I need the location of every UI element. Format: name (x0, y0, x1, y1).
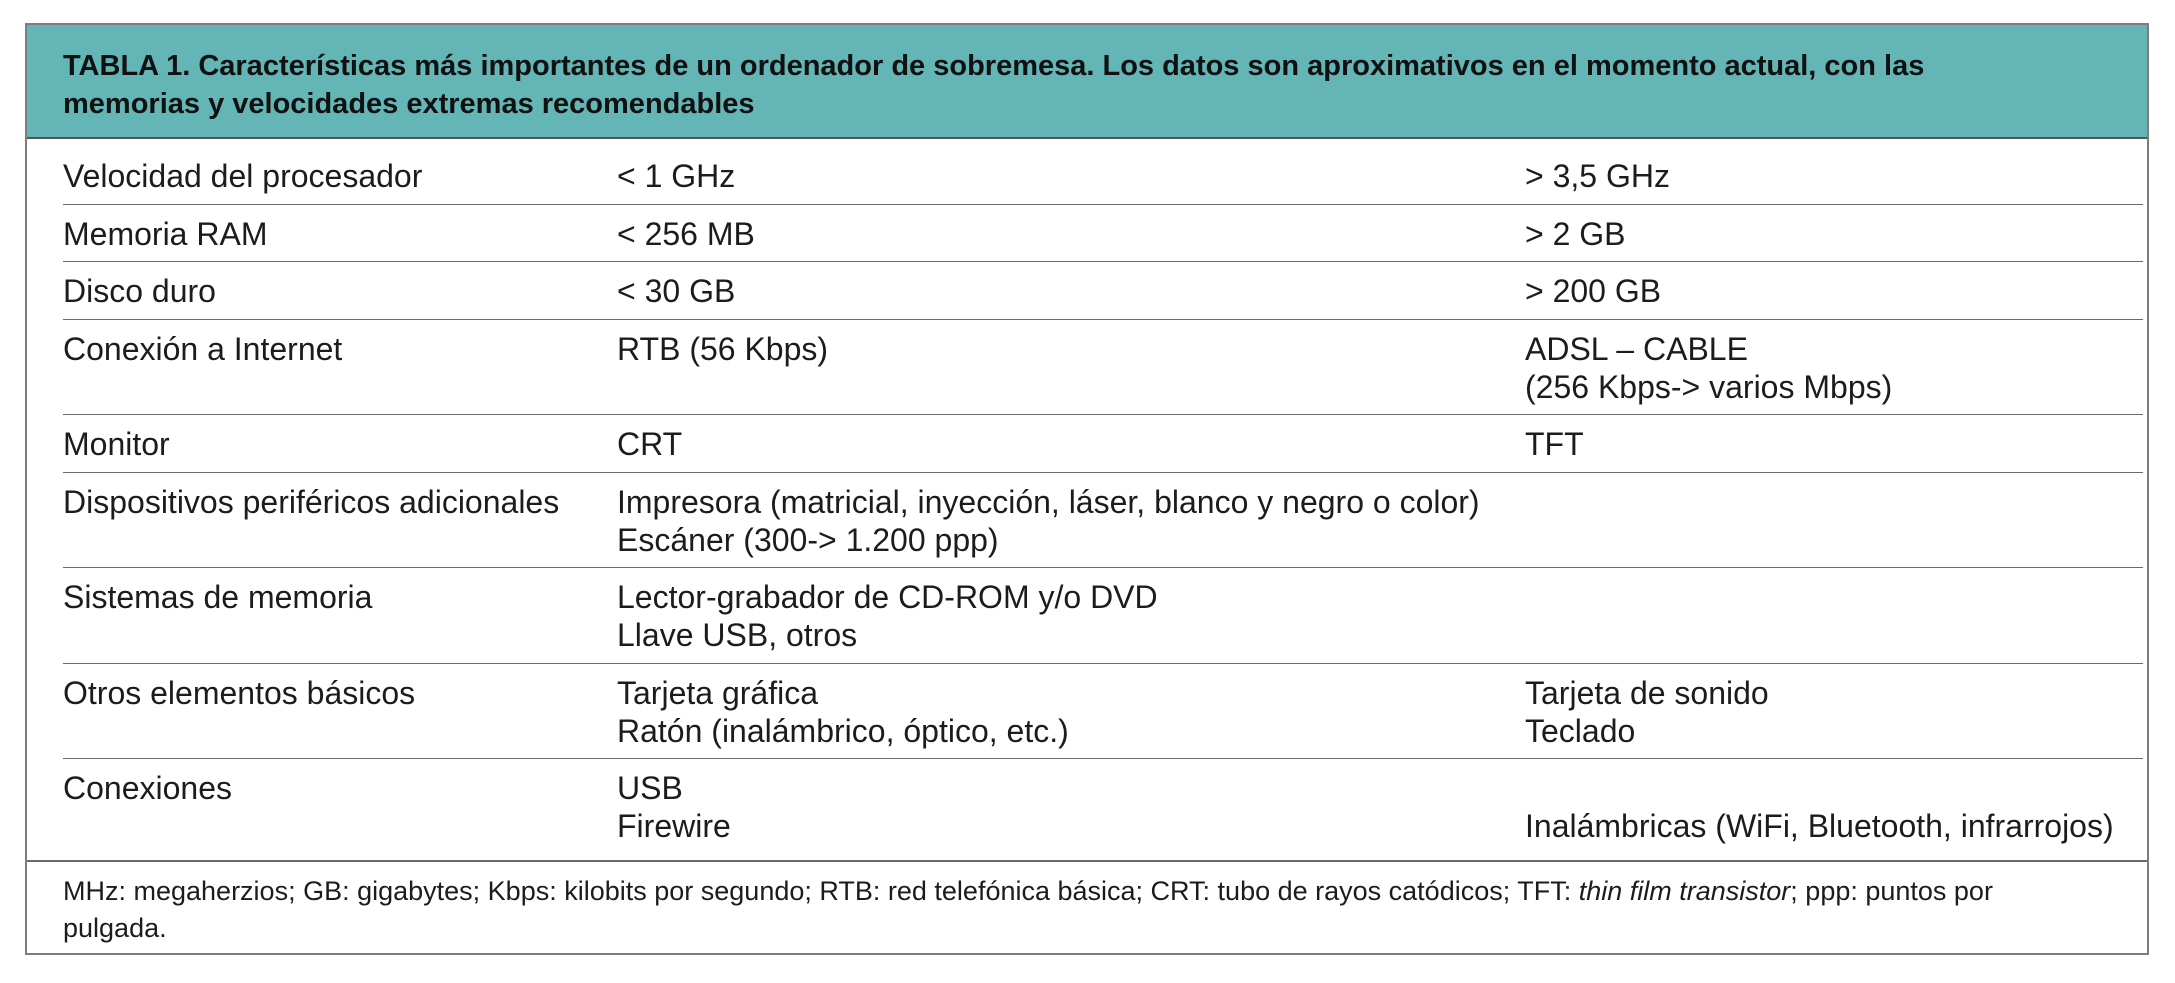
row-value-low (617, 769, 731, 845)
row-value-low-line: Ratón (inalámbrico, óptico, etc.) (617, 712, 1069, 749)
row-value-high (1525, 157, 1670, 195)
row-value-low-line: USB (617, 770, 683, 806)
row-label: Sistemas de memoria (63, 579, 373, 615)
table-caption (27, 25, 2147, 137)
row-value-high-line: Inalámbricas (WiFi, Bluetooth, infrarrojos) (1525, 808, 2114, 844)
row-value-low-line: Lector-grabador de CD-ROM y/o DVD (617, 579, 1158, 615)
table-row (63, 664, 2143, 760)
table-row (63, 147, 2143, 205)
row-value-high-line: ADSL – CABLE (1525, 330, 1748, 367)
row-value-low (617, 425, 682, 463)
table-body (63, 158, 2143, 855)
footnote-text-2: ; ppp: puntos por (1790, 876, 1993, 906)
row-value-low-line: Firewire (617, 808, 731, 844)
row-value-low (617, 674, 1069, 750)
row-label: Monitor (63, 426, 170, 462)
caption-line-1: TABLA 1. Características más importantes de un ordenador de sobremesa. Los datos son aproximativos en el momento actual, con las (63, 50, 1925, 82)
table-row (63, 473, 2143, 569)
row-label: Velocidad del procesador (63, 158, 423, 194)
row-value-low (617, 578, 1158, 654)
row-value-low (617, 330, 828, 368)
table-row (63, 759, 2143, 855)
row-value-high-line: (256 Kbps-> varios Mbps) (1525, 368, 1893, 405)
row-value-low-line: < 256 MB (617, 215, 755, 252)
row-value-high (1525, 769, 2114, 845)
row-value-low-line: Escáner (300-> 1.200 ppp) (617, 521, 999, 558)
row-value-low (617, 215, 755, 253)
row-label: Otros elementos básicos (63, 674, 416, 711)
row-value-low (617, 157, 735, 195)
row-value-low-line: Llave USB, otros (617, 617, 858, 653)
row-label: Disco duro (63, 273, 216, 309)
row-value-high-line: TFT (1525, 426, 1584, 462)
row-value-high (1525, 330, 1892, 406)
row-value-high (1525, 272, 1661, 310)
table-row (63, 568, 2143, 664)
row-value-high (1525, 674, 1769, 750)
table-row (63, 415, 2143, 473)
row-value-high-line: > 2 GB (1525, 215, 1626, 252)
row-value-low-line: < 1 GHz (617, 158, 736, 194)
row-label: Memoria RAM (63, 215, 268, 252)
row-value-low (617, 272, 735, 310)
row-value-low (617, 483, 1480, 559)
row-value-high (1525, 215, 1626, 253)
row-value-low-line: < 30 GB (617, 273, 736, 309)
footnote-divider (27, 860, 2147, 862)
row-value-high-line: Teclado (1525, 712, 1636, 749)
row-label: Conexiones (63, 770, 232, 806)
table-row (63, 205, 2143, 263)
caption-divider (27, 137, 2147, 139)
row-value-low-line: Tarjeta gráfica (617, 674, 818, 711)
row-label: Conexión a Internet (63, 330, 343, 367)
footnote-text-1: MHz: megaherzios; GB: gigabytes; Kbps: kilobits por segundo; RTB: red telefónica básica; CRT: tubo de rayos catódicos; TFT: (63, 876, 1579, 906)
row-value-low-line: Impresora (matricial, inyección, láser, blanco y negro o color) (617, 483, 1480, 520)
footnote-italic-term: thin film transistor (1578, 876, 1791, 906)
caption-line-2: memorias y velocidades extremas recomendables (63, 88, 755, 120)
row-value-low-line: CRT (617, 426, 683, 462)
table-footnote (63, 873, 2113, 947)
row-value-high-line: Tarjeta de sonido (1525, 674, 1769, 711)
footnote-line-2: pulgada. (63, 913, 167, 943)
row-value-high-line (1525, 769, 2114, 807)
table-row (63, 262, 2143, 320)
row-label: Dispositivos periféricos adicionales (63, 483, 560, 520)
row-value-high-line: > 3,5 GHz (1525, 158, 1670, 194)
row-value-high-line: > 200 GB (1525, 273, 1662, 309)
row-value-low-line: RTB (56 Kbps) (617, 330, 829, 367)
table-row (63, 320, 2143, 416)
table-container (25, 23, 2149, 955)
row-value-high (1525, 425, 1584, 463)
